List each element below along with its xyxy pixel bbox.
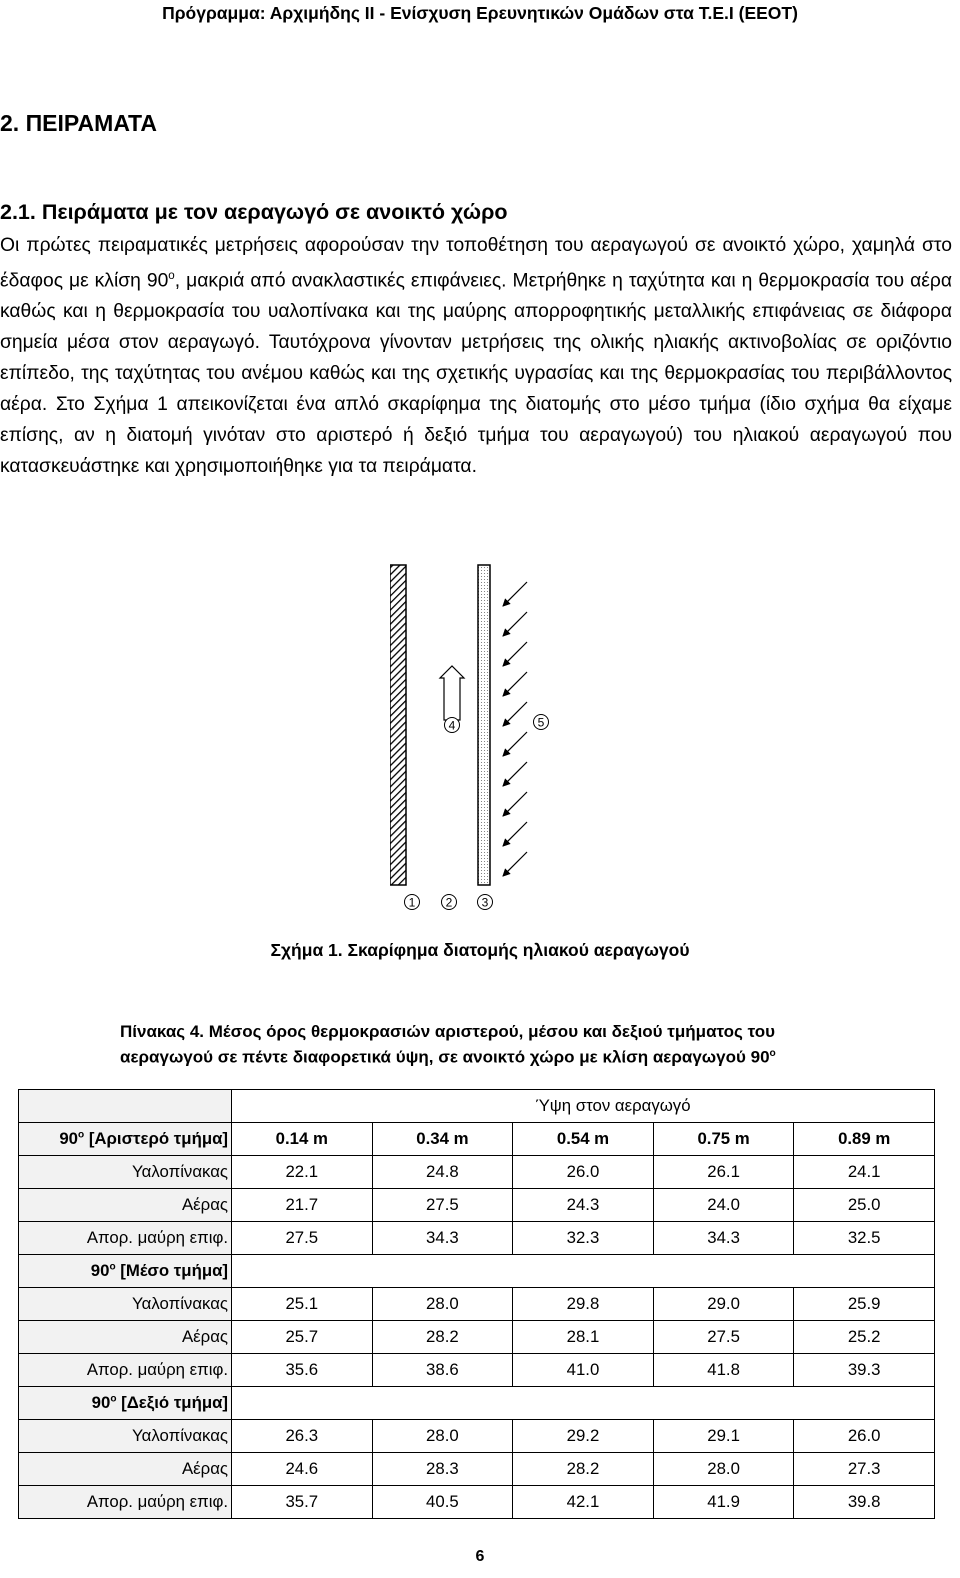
row-label: Υαλοπίνακας xyxy=(19,1156,232,1189)
table-cell: 26.0 xyxy=(794,1420,935,1453)
table-row xyxy=(19,1321,935,1354)
table-cell: 40.5 xyxy=(372,1486,513,1519)
table-cell: 26.1 xyxy=(653,1156,794,1189)
row-label: Υαλοπίνακας xyxy=(19,1420,232,1453)
temperature-table xyxy=(18,1089,935,1519)
table-cell: 27.5 xyxy=(232,1222,373,1255)
height-col-5: 0.89 m xyxy=(794,1123,935,1156)
svg-text:3: 3 xyxy=(481,895,489,910)
figure-label-1 xyxy=(405,895,420,910)
row-label: Απορ. μαύρη επιφ. xyxy=(19,1222,232,1255)
height-col-4: 0.75 m xyxy=(653,1123,794,1156)
duct-cross-section-figure xyxy=(390,560,570,925)
row-label: Αέρας xyxy=(19,1189,232,1222)
table-cell: 26.0 xyxy=(513,1156,654,1189)
degree-superscript: ο xyxy=(168,270,175,282)
solar-radiation-arrows xyxy=(503,582,527,876)
row-label: Απορ. μαύρη επιφ. xyxy=(19,1486,232,1519)
table-cell: 28.0 xyxy=(372,1420,513,1453)
row-label: Αέρας xyxy=(19,1453,232,1486)
table-row xyxy=(19,1156,935,1189)
table-cell: 38.6 xyxy=(372,1354,513,1387)
group-label-left: $90^o$ [Αριστερό τμήμα] xyxy=(19,1123,232,1156)
table-cell: 25.2 xyxy=(794,1321,935,1354)
figure-label-4 xyxy=(445,718,460,733)
svg-text:4: 4 xyxy=(448,718,456,733)
height-col-2: 0.34 m xyxy=(372,1123,513,1156)
table-cell: 25.0 xyxy=(794,1189,935,1222)
table-cell: 24.8 xyxy=(372,1156,513,1189)
table-caption xyxy=(120,1021,840,1069)
svg-text:1: 1 xyxy=(408,895,416,910)
table-cell: 28.3 xyxy=(372,1453,513,1486)
running-header: Πρόγραμμα: Αρχιμήδης ΙΙ - Ενίσχυση Ερευνητικών Ομάδων στα Τ.Ε.Ι (ΕΕΟΤ) xyxy=(162,3,798,23)
table-row xyxy=(19,1420,935,1453)
body-paragraph xyxy=(0,230,952,482)
table-cell: 35.7 xyxy=(232,1486,373,1519)
table-cell: 27.3 xyxy=(794,1453,935,1486)
table-cell: 42.1 xyxy=(513,1486,654,1519)
body-text-part1: Οι πρώτες πειραματικές μετρήσεις αφορούσαν την τοποθέτηση του αεραγωγού σε ανοικτό χώρο, χαμηλά στο έδαφος με κλίση 90 xyxy=(0,235,952,292)
subsection-heading: 2.1. Πειράματα με τον αεραγωγό σε ανοικτό χώρο xyxy=(0,200,508,224)
table-caption-text: Πίνακας 4. Μέσος όρος θερμοκρασιών αριστερού, μέσου και δεξιού τμήματος του αεραγωγού σε πέντε διαφορετικά ύψη, σε ανοικτό χώρο με κλίση αεραγωγού 90 xyxy=(120,1022,775,1067)
table-cell: 41.0 xyxy=(513,1354,654,1387)
group-label-right: $90^o$ [Δεξιό τμήμα] xyxy=(19,1387,232,1420)
table-row xyxy=(19,1222,935,1255)
page-number: 6 xyxy=(475,1548,485,1565)
table-cell: 32.3 xyxy=(513,1222,654,1255)
table-cell: 34.3 xyxy=(653,1222,794,1255)
table-row xyxy=(19,1189,935,1222)
table-row xyxy=(19,1123,935,1156)
table-corner-cell xyxy=(19,1090,232,1123)
empty-cell xyxy=(232,1387,935,1420)
table-cell: 21.7 xyxy=(232,1189,373,1222)
row-label: Απορ. μαύρη επιφ. xyxy=(19,1354,232,1387)
airflow-up-arrow xyxy=(440,666,464,720)
section-heading: 2. ΠΕΙΡΑΜΑΤΑ xyxy=(0,110,157,136)
table-row xyxy=(19,1255,935,1288)
table-cell: 34.3 xyxy=(372,1222,513,1255)
table-cell: 22.1 xyxy=(232,1156,373,1189)
table-cell: 32.5 xyxy=(794,1222,935,1255)
row-label: Αέρας xyxy=(19,1321,232,1354)
glass-cover xyxy=(478,565,490,885)
table-cell: 27.5 xyxy=(653,1321,794,1354)
table-cell: 29.1 xyxy=(653,1420,794,1453)
svg-text:5: 5 xyxy=(537,715,545,730)
table-cell: 27.5 xyxy=(372,1189,513,1222)
figure-caption: Σχήμα 1. Σκαρίφημα διατομής ηλιακού αεραγωγού xyxy=(270,940,690,960)
duct-cross-section-diagram xyxy=(390,560,570,920)
figure-label-3 xyxy=(478,895,493,910)
table-cell: 35.6 xyxy=(232,1354,373,1387)
table-row xyxy=(19,1486,935,1519)
table-cell: 39.8 xyxy=(794,1486,935,1519)
table-cell: 28.0 xyxy=(372,1288,513,1321)
height-col-1: 0.14 m xyxy=(232,1123,373,1156)
table-cell: 28.1 xyxy=(513,1321,654,1354)
group-label-middle: $90^o$ [Μέσο τμήμα] xyxy=(19,1255,232,1288)
table-caption-degree: ο xyxy=(769,1048,776,1059)
figure-label-5 xyxy=(534,715,549,730)
height-header: Ύψη στον αεραγωγό xyxy=(232,1090,935,1123)
table-row xyxy=(19,1453,935,1486)
table-cell: 29.8 xyxy=(513,1288,654,1321)
table-cell: 24.1 xyxy=(794,1156,935,1189)
svg-text:2: 2 xyxy=(445,895,453,910)
empty-cell xyxy=(232,1255,935,1288)
table-row xyxy=(19,1387,935,1420)
table-cell: 25.1 xyxy=(232,1288,373,1321)
table-header-row xyxy=(19,1090,935,1123)
height-col-3: 0.54 m xyxy=(513,1123,654,1156)
table-cell: 41.8 xyxy=(653,1354,794,1387)
absorber-plate xyxy=(390,565,406,885)
table-cell: 41.9 xyxy=(653,1486,794,1519)
table-cell: 25.9 xyxy=(794,1288,935,1321)
table-cell: 39.3 xyxy=(794,1354,935,1387)
table-cell: 29.2 xyxy=(513,1420,654,1453)
body-text-part2: , μακριά από ανακλαστικές επιφάνειες. Μετρήθηκε η ταχύτητα και η θερμοκρασία του αέρα καθώς και η θερμοκρασία του υαλοπίνακα και της μαύρης απορροφητικής μεταλλικής επιφάνειας σε διάφορα σημεία μέσα στον αεραγωγό. Ταυτόχρονα γίνονταν μετρήσεις της ολικής ηλιακής ακτινοβολίας σε οριζόντιο επίπεδο, της ταχύτητας του ανέμου καθώς και της σχετικής υγρασίας και της θερμοκρασίας του περιβάλλοντος αέρα. Στο Σχήμα 1 απεικονίζεται ένα απλό σκαρίφημα της διατομής στο μέσο τμήμα (ίδιο σχήμα θα είχαμε επίσης, αν η διατομή γινόταν στο αριστερό ή δεξιό τμήμα του αεραγωγού) του ηλιακού αεραγωγού που κατασκευάστηκε και χρησιμοποιήθηκε για τα πειράματα. xyxy=(0,270,952,478)
table-cell: 25.7 xyxy=(232,1321,373,1354)
table-row xyxy=(19,1354,935,1387)
table-cell: 28.0 xyxy=(653,1453,794,1486)
table-cell: 26.3 xyxy=(232,1420,373,1453)
table-cell: 24.3 xyxy=(513,1189,654,1222)
row-label: Υαλοπίνακας xyxy=(19,1288,232,1321)
figure-label-2 xyxy=(442,895,457,910)
table-cell: 24.6 xyxy=(232,1453,373,1486)
table-cell: 29.0 xyxy=(653,1288,794,1321)
table-cell: 28.2 xyxy=(513,1453,654,1486)
table-cell: 24.0 xyxy=(653,1189,794,1222)
table-row xyxy=(19,1288,935,1321)
table-cell: 28.2 xyxy=(372,1321,513,1354)
